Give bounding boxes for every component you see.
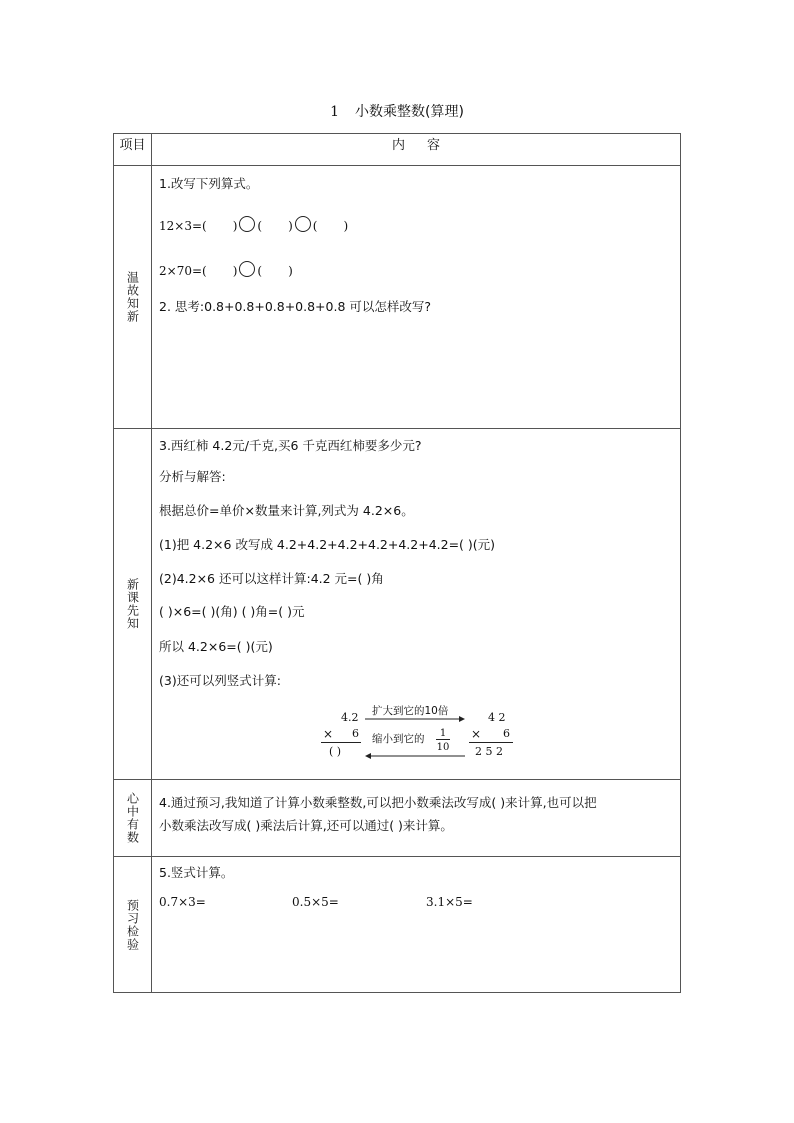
part-1: (1)把 4.2×6 改写成 4.2+4.2+4.2+4.2+4.2+4.2=( )(元) bbox=[159, 537, 496, 552]
left-result: ( ) bbox=[329, 745, 342, 758]
equation-2: 2×70=( ) ( ) bbox=[159, 261, 293, 278]
section-content bbox=[152, 857, 681, 993]
section-check bbox=[114, 857, 681, 993]
fraction-denominator: 10 bbox=[436, 742, 450, 753]
equation-1: 12×3=( ) ( ) ( ) bbox=[159, 216, 348, 233]
section-label: 温故知新 bbox=[125, 271, 140, 323]
question-1: 1.改写下列算式。 bbox=[159, 176, 259, 191]
arrow-bottom-label: 缩小到它的 bbox=[372, 733, 425, 745]
worksheet-table bbox=[113, 133, 681, 993]
summary-line-1: 4.通过预习,我知道了计算小数乘整数,可以把小数乘法改写成( )来计算,也可以把 bbox=[159, 795, 597, 810]
section-label: 心中有数 bbox=[125, 792, 140, 844]
summary-line-2: 小数乘法改写成( )乘法后计算,还可以通过( )来计算。 bbox=[159, 818, 453, 833]
exercise-3: 3.1×5= bbox=[426, 895, 473, 909]
analysis-label: 分析与解答: bbox=[159, 469, 226, 484]
left-top-number: 4.2 bbox=[341, 711, 359, 724]
section-content bbox=[152, 780, 681, 857]
section-label-cell bbox=[114, 857, 152, 993]
header-content-a: 内 bbox=[391, 138, 405, 153]
exercise-1: 0.7×3= bbox=[159, 895, 206, 909]
circle-operator-blank[interactable] bbox=[239, 216, 255, 232]
right-times-sign: × bbox=[471, 727, 482, 741]
right-result: 2 5 2 bbox=[475, 745, 503, 758]
section-review bbox=[114, 166, 681, 429]
right-multiplier: 6 bbox=[503, 727, 510, 740]
left-arrow-icon bbox=[365, 752, 465, 760]
question-5: 5.竖式计算。 bbox=[159, 865, 234, 880]
section-label-cell bbox=[114, 780, 152, 857]
right-top-number: 4 2 bbox=[488, 711, 506, 724]
header-row bbox=[114, 134, 681, 166]
vertical-calc-diagram bbox=[317, 707, 547, 767]
circle-operator-blank[interactable] bbox=[239, 261, 255, 277]
arrow-top-label: 扩大到它的10倍 bbox=[372, 705, 449, 717]
title-text: 小数乘整数(算理) bbox=[354, 104, 464, 120]
section-label-cell bbox=[114, 166, 152, 429]
exercise-2: 0.5×5= bbox=[292, 895, 339, 909]
section-content bbox=[152, 166, 681, 429]
part-2c: 所以 4.2×6=( )(元) bbox=[159, 639, 273, 654]
part-3: (3)还可以列竖式计算: bbox=[159, 673, 281, 688]
title-number: 1 bbox=[330, 104, 339, 120]
section-label: 预习检验 bbox=[125, 898, 140, 951]
right-arrow-icon bbox=[365, 715, 465, 723]
page-title bbox=[0, 101, 794, 121]
fraction-numerator: 1 bbox=[436, 728, 450, 740]
question-2: 2. 思考:0.8+0.8+0.8+0.8+0.8 可以怎样改写? bbox=[159, 299, 432, 314]
section-summary bbox=[114, 780, 681, 857]
left-times-sign: × bbox=[323, 727, 334, 741]
header-content bbox=[152, 134, 681, 166]
header-content-b: 容 bbox=[427, 138, 441, 153]
section-content bbox=[152, 429, 681, 780]
section-label-cell bbox=[114, 429, 152, 780]
basis-text: 根据总价=单价×数量来计算,列式为 4.2×6。 bbox=[159, 503, 414, 518]
circle-operator-blank[interactable] bbox=[295, 216, 311, 232]
question-3: 3.西红柿 4.2元/千克,买6 千克西红柿要多少元? bbox=[159, 438, 422, 453]
part-2: (2)4.2×6 还可以这样计算:4.2 元=( )角 bbox=[159, 571, 384, 586]
left-multiplier: 6 bbox=[352, 727, 359, 740]
part-2b: ( )×6=( )(角) ( )角=( )元 bbox=[159, 604, 305, 619]
section-label: 新课先知 bbox=[125, 578, 140, 630]
header-item: 项目 bbox=[114, 134, 152, 166]
section-new-lesson bbox=[114, 429, 681, 780]
left-rule bbox=[321, 742, 361, 743]
right-rule bbox=[469, 742, 513, 743]
